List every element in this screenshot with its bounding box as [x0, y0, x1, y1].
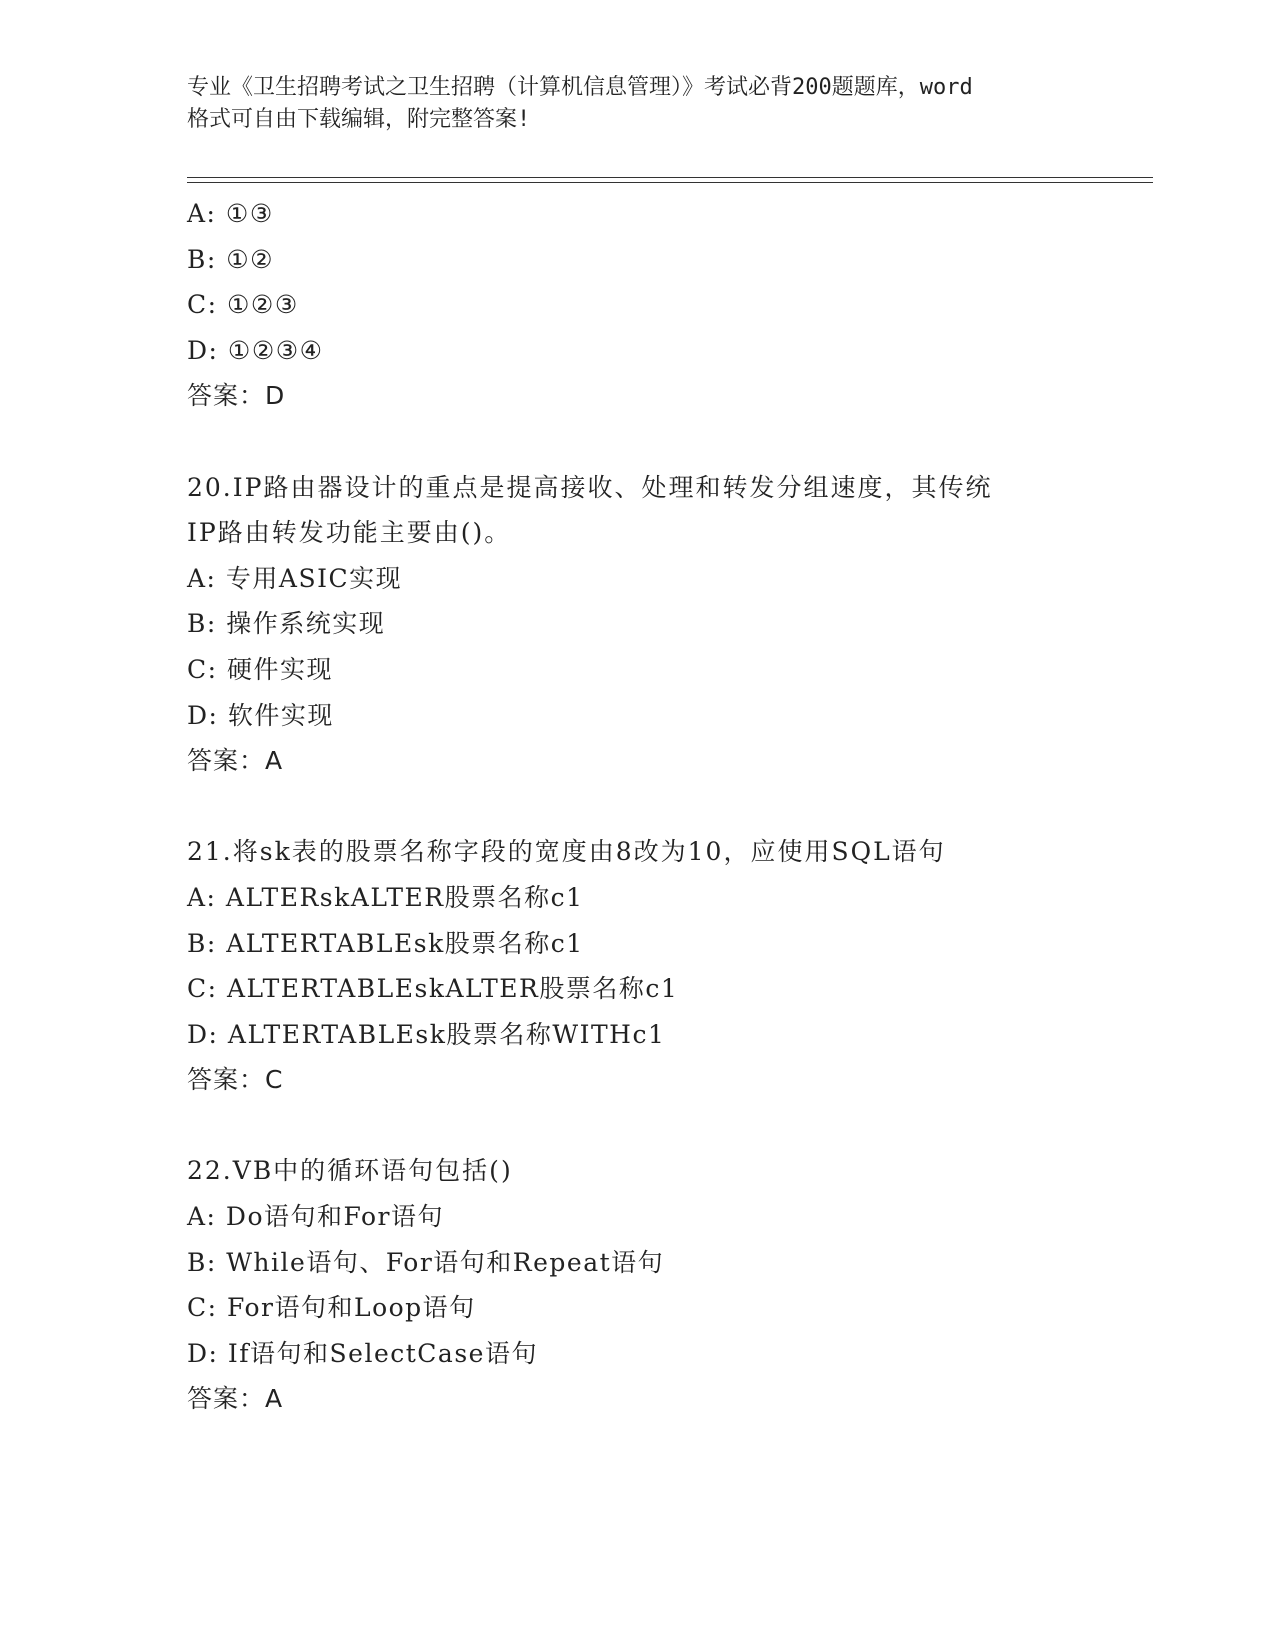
option-b: B: 操作系统实现 — [187, 609, 386, 639]
question-text: 22.VB中的循环语句包括() — [187, 1156, 513, 1186]
option-a: A: ①③ — [187, 199, 274, 228]
option-d: D: ①②③④ — [187, 335, 324, 365]
option-b: B: While语句、For语句和Repeat语句 — [187, 1247, 665, 1277]
option-b: B: ALTERTABLEsk股票名称c1 — [187, 928, 584, 958]
answer-line: 答案：A — [187, 746, 284, 776]
block-spacer — [187, 784, 1153, 830]
question-block — [187, 191, 1153, 419]
option-d: D: 软件实现 — [187, 700, 334, 730]
question-block — [187, 1148, 1153, 1422]
block-spacer — [187, 419, 1153, 465]
option-a: A: 专用ASIC实现 — [187, 563, 403, 593]
option-d: D: ALTERTABLEsk股票名称WITHc1 — [187, 1019, 666, 1049]
question-block — [187, 465, 1153, 784]
question-text: IP路由转发功能主要由()。 — [187, 518, 512, 548]
option-c: C: 硬件实现 — [187, 654, 333, 684]
option-c: C: ①②③ — [187, 290, 299, 320]
answer-line: 答案：C — [187, 1065, 284, 1095]
header-line-2: 格式可自由下载编辑，附完整答案! — [187, 107, 531, 132]
header-line-1: 专业《卫生招聘考试之卫生招聘（计算机信息管理）》考试必背200题题库，word — [187, 75, 973, 100]
option-b: B: ①② — [187, 244, 275, 274]
question-text: 21.将sk表的股票名称字段的宽度由8改为10，应使用SQL语句 — [187, 837, 946, 867]
block-spacer — [187, 1103, 1153, 1149]
question-block — [187, 829, 1153, 1103]
header-rule-bottom — [187, 182, 1153, 183]
question-text: 20.IP路由器设计的重点是提高接收、处理和转发分组速度，其传统 — [187, 472, 993, 502]
document-header — [187, 72, 1087, 136]
answer-line: 答案：A — [187, 1384, 284, 1414]
header-rule-top — [187, 177, 1153, 178]
question-list — [187, 191, 1153, 1422]
option-d: D: If语句和SelectCase语句 — [187, 1338, 538, 1368]
option-a: A: ALTERskALTER股票名称c1 — [187, 882, 584, 912]
option-c: C: For语句和Loop语句 — [187, 1293, 476, 1323]
option-c: C: ALTERTABLEskALTER股票名称c1 — [187, 974, 679, 1004]
option-a: A: Do语句和For语句 — [187, 1202, 445, 1232]
answer-line: 答案：D — [187, 381, 286, 411]
